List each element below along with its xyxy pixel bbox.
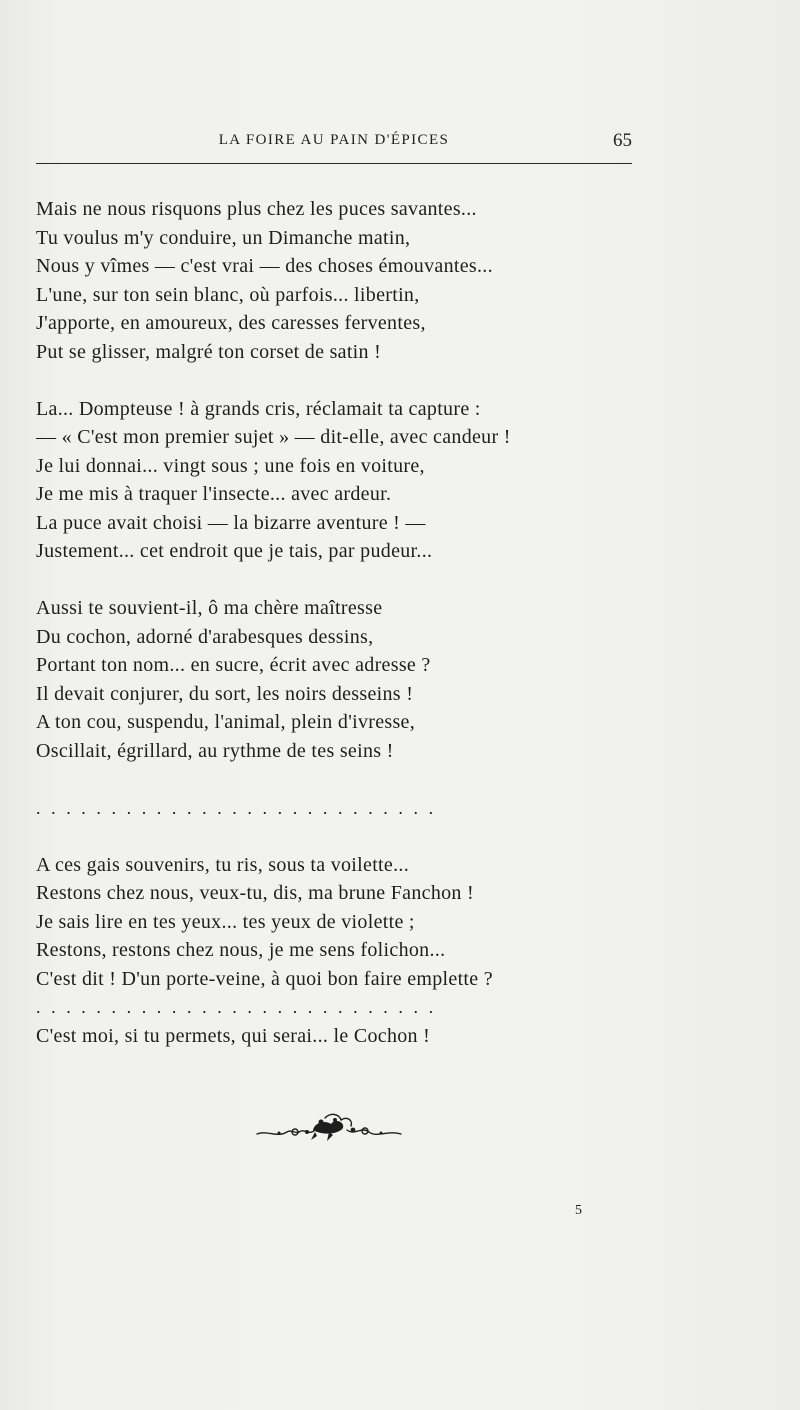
- ellipsis-row: ...........................: [36, 997, 444, 1017]
- stanza-4: [36, 851, 636, 994]
- verse-line: Aussi te souvient-il, ô ma chère maîtresse: [36, 597, 383, 619]
- verse-line: Je me mis à traquer l'insecte... avec ardeur.: [36, 483, 392, 505]
- verse-line: Il devait conjurer, du sort, les noirs desseins !: [36, 682, 414, 705]
- verse-line: Portant ton nom... en sucre, écrit avec adresse ?: [36, 654, 431, 676]
- stanza-2: [36, 395, 636, 566]
- stanza-break: [36, 765, 636, 794]
- poem: [36, 195, 636, 1050]
- verse-line: C'est dit ! D'un porte-veine, à quoi bon faire emplette ?: [36, 967, 493, 990]
- stanza-1: [36, 195, 636, 366]
- verse-line: A ton cou, suspendu, l'animal, plein d'ivresse,: [36, 711, 416, 733]
- stanza-break: [36, 822, 636, 851]
- verse-line: La... Dompteuse ! à grands cris, réclamait ta capture :: [36, 397, 481, 420]
- verse-line: Restons, restons chez nous, je me sens folichon...: [36, 939, 446, 961]
- ellipsis-row: ...........................: [36, 797, 444, 818]
- verse-line: J'apporte, en amoureux, des caresses ferventes,: [36, 312, 426, 334]
- verse-line: Justement... cet endroit que je tais, par pudeur...: [36, 540, 433, 562]
- running-title: LA FOIRE AU PAIN D'ÉPICES: [218, 132, 450, 148]
- header-rule: [36, 163, 632, 164]
- verse-line: Nous y vîmes — c'est vrai — des choses émouvantes...: [36, 255, 493, 277]
- verse-line: A ces gais souvenirs, tu ris, sous ta voilette...: [36, 853, 409, 876]
- signature-mark: 5: [575, 1203, 582, 1218]
- verse-line: Restons chez nous, veux-tu, dis, ma brune Fanchon !: [36, 882, 474, 904]
- verse-line: Mais ne nous risquons plus chez les puces savantes...: [36, 198, 477, 220]
- final-verse-line: C'est moi, si tu permets, qui serai... le Cochon !: [36, 1024, 431, 1047]
- verse-line: Je sais lire en tes yeux... tes yeux de violette ;: [36, 910, 415, 933]
- verse-line: La puce avait choisi — la bizarre aventure ! —: [36, 511, 426, 534]
- stanza-break: [36, 566, 636, 595]
- running-head: [36, 132, 632, 154]
- verse-line: Tu voulus m'y conduire, un Dimanche matin,: [36, 226, 411, 249]
- verse-line: Put se glisser, malgré ton corset de satin !: [36, 340, 382, 363]
- verse-line: L'une, sur ton sein blanc, où parfois... libertin,: [36, 283, 420, 306]
- stanza-3: [36, 594, 636, 765]
- verse-line: Oscillait, égrillard, au rythme de tes seins !: [36, 739, 394, 762]
- page-number: 65: [613, 130, 632, 151]
- verse-line: Du cochon, adorné d'arabesques dessins,: [36, 625, 374, 648]
- tailpiece-ornament-icon: [255, 1110, 405, 1144]
- verse-line: — « C'est mon premier sujet » — dit-elle, avec candeur !: [36, 426, 511, 448]
- verse-line: Je lui donnai... vingt sous ; une fois en voiture,: [36, 454, 425, 477]
- stanza-break: [36, 366, 636, 395]
